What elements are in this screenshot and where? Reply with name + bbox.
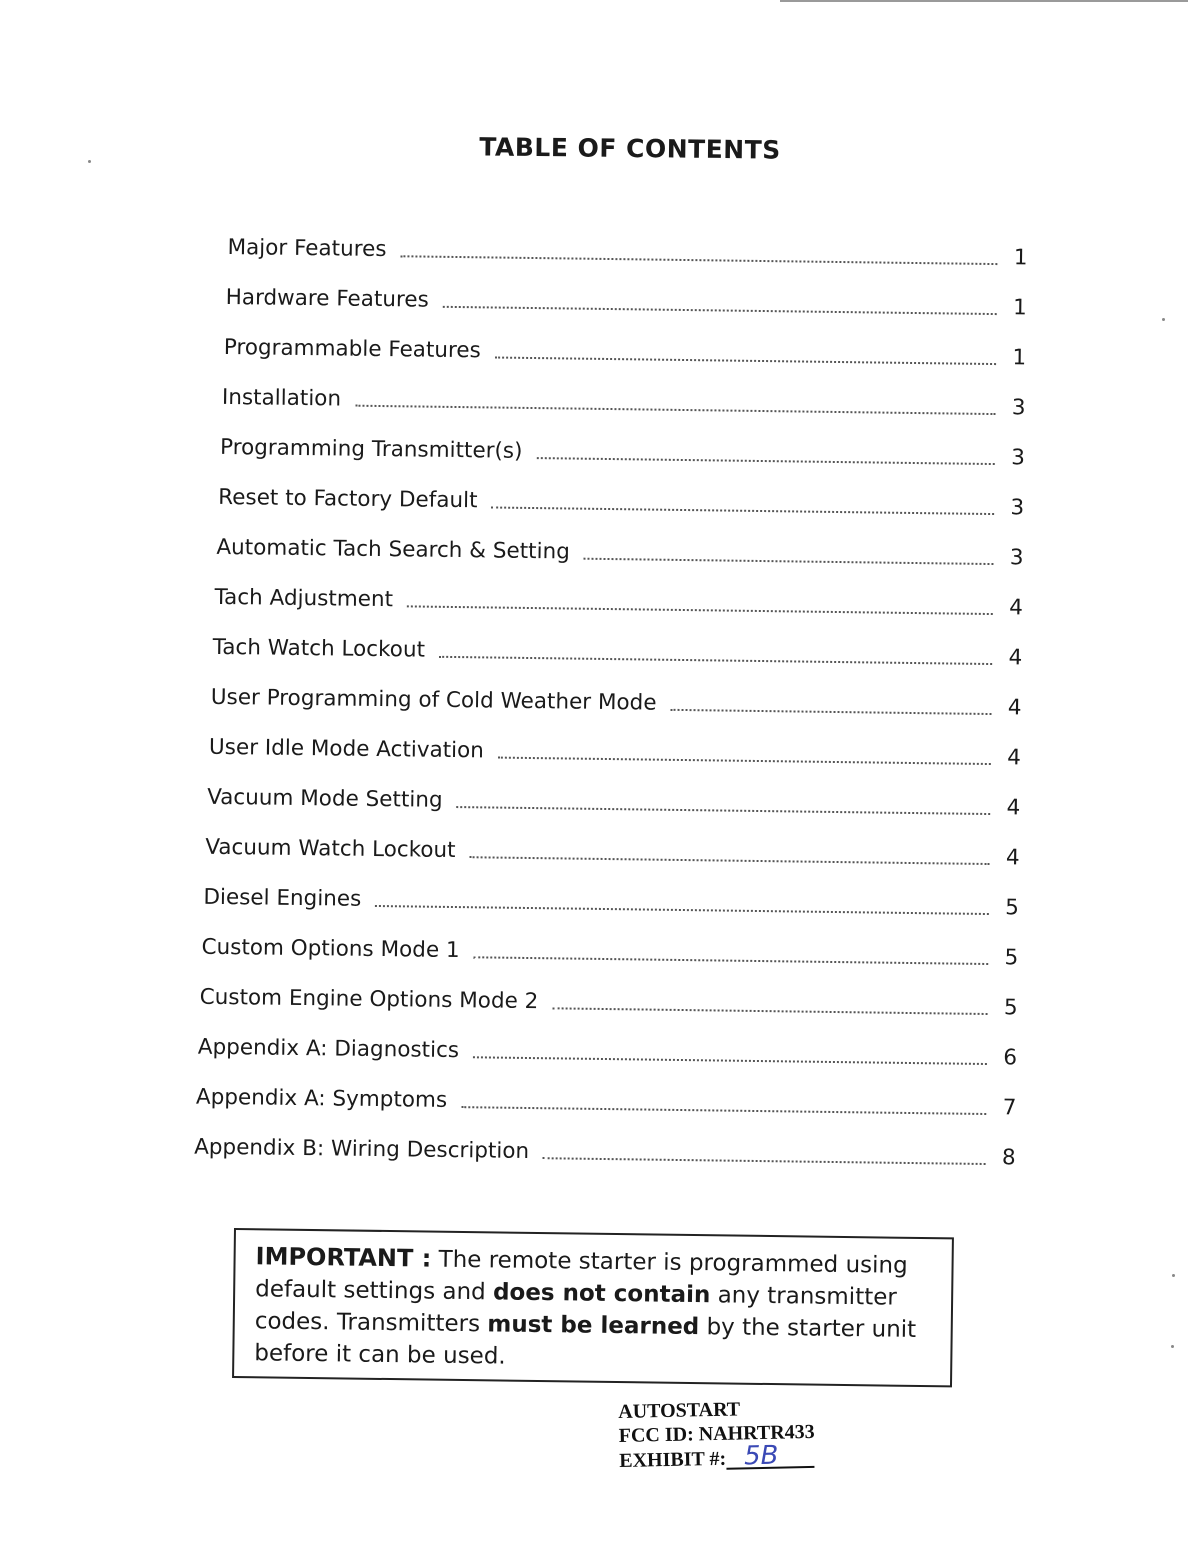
scan-speck (1172, 1274, 1175, 1277)
stamp-fcc-id: FCC ID: NAHRTR433 (618, 1420, 815, 1447)
toc-dot-leader (469, 856, 989, 865)
toc-entry-label: Appendix A: Diagnostics (197, 1034, 460, 1064)
toc-entry-page: 4 (1007, 745, 1022, 771)
toc-dot-leader (400, 255, 997, 265)
toc-entry-label: Vacuum Mode Setting (206, 784, 443, 813)
toc-entry-page: 4 (1007, 695, 1022, 721)
toc-entry-label: Appendix B: Wiring Description (193, 1134, 530, 1165)
toc-entry (214, 562, 1023, 623)
stamp-exhibit-label: EXHIBIT #: (619, 1447, 727, 1472)
toc-entry-page: 3 (1009, 545, 1024, 571)
toc-entry (207, 762, 1021, 823)
toc-dot-leader (584, 558, 994, 565)
toc-entry-page: 1 (1013, 245, 1028, 271)
notice-text: by the starter unit before it can be used. (254, 1314, 917, 1370)
stamp-exhibit-value: 5B (726, 1444, 814, 1470)
toc-entry (200, 962, 1019, 1023)
page-title: TABLE OF CONTENTS (479, 132, 781, 165)
toc-entry-label: Hardware Features (225, 284, 429, 313)
toc-dot-leader (375, 905, 989, 915)
toc-dot-leader (552, 1007, 987, 1015)
toc-entry (209, 712, 1022, 773)
toc-dot-leader (498, 757, 991, 765)
toc-dot-leader (443, 306, 997, 315)
toc-dot-leader (407, 605, 993, 615)
toc-entry-page: 5 (1005, 895, 1020, 921)
toc-dot-leader (543, 1157, 986, 1165)
toc-entry-page: 3 (1010, 495, 1025, 521)
toc-dot-leader (461, 1106, 986, 1115)
toc-entry-label: Programmable Features (223, 334, 481, 364)
notice-emphasis: does not contain (492, 1279, 711, 1309)
notice-lead: IMPORTANT : (255, 1242, 432, 1273)
toc-entry-page: 3 (1011, 395, 1026, 421)
toc-entry-label: Diesel Engines (203, 884, 362, 912)
stamp-exhibit (619, 1440, 815, 1473)
toc-entry-label: Major Features (227, 234, 387, 263)
toc-entry-label: Tach Watch Lockout (212, 634, 426, 663)
toc-entry-label: Programming Transmitter(s) (219, 434, 523, 464)
toc-entry-page: 8 (1001, 1145, 1016, 1171)
toc-entry-page: 4 (1005, 845, 1020, 871)
toc-dot-leader (473, 1056, 987, 1065)
toc-entry-page: 6 (1003, 1045, 1018, 1071)
important-notice (232, 1228, 954, 1387)
toc-entry-label: Appendix A: Symptoms (195, 1084, 448, 1113)
toc-entry (205, 812, 1020, 873)
toc-entry-page: 5 (1003, 995, 1018, 1021)
toc-entry-label: Tach Adjustment (214, 584, 394, 613)
toc-dot-leader (456, 806, 990, 815)
toc-dot-leader (495, 357, 996, 366)
toc-entry (211, 662, 1022, 723)
toc-entry-label: User Idle Mode Activation (208, 734, 485, 764)
stamp-company: AUTOSTART (618, 1398, 741, 1423)
toc-entry (203, 862, 1019, 923)
scan-edge-line (780, 0, 1188, 2)
toc-dot-leader (355, 405, 995, 415)
toc-entry-page: 5 (1004, 945, 1019, 971)
notice-text: any transmitter codes. Transmitters (254, 1282, 897, 1338)
toc-entry (224, 312, 1027, 372)
toc-entry (198, 1012, 1018, 1073)
toc-entry (220, 412, 1025, 473)
fcc-exhibit-stamp (618, 1396, 815, 1473)
toc-entry-label: Custom Engine Options Mode 2 (199, 984, 539, 1015)
toc-entry (227, 212, 1028, 272)
toc-entry-page: 1 (1012, 295, 1027, 321)
toc-entry-page: 4 (1006, 795, 1021, 821)
toc-entry-label: Custom Options Mode 1 (201, 934, 460, 964)
toc-entry-label: User Programming of Cold Weather Mode (210, 684, 657, 716)
notice-emphasis: must be learned (487, 1311, 700, 1341)
toc-entry (213, 612, 1023, 673)
toc-entry (222, 362, 1026, 423)
toc-dot-leader (670, 709, 991, 715)
toc-entry-page: 7 (1002, 1095, 1017, 1121)
toc-dot-leader (491, 506, 994, 515)
toc-entry (218, 462, 1025, 523)
toc-entry-label: Vacuum Watch Lockout (205, 834, 456, 864)
toc-entry-label: Installation (221, 384, 342, 412)
toc-dot-leader (439, 656, 992, 665)
table-of-contents (193, 212, 1028, 1172)
toc-entry-page: 4 (1008, 645, 1023, 671)
scan-speck (88, 160, 91, 163)
scan-speck (1162, 318, 1165, 321)
toc-entry (201, 912, 1018, 973)
toc-entry-label: Automatic Tach Search & Setting (216, 534, 570, 565)
toc-entry-label: Reset to Factory Default (218, 484, 478, 514)
toc-entry (194, 1112, 1016, 1173)
toc-entry (226, 262, 1028, 322)
toc-entry-page: 1 (1012, 345, 1027, 371)
toc-entry-page: 3 (1010, 445, 1026, 471)
toc-dot-leader (536, 457, 994, 465)
scan-speck (1171, 1345, 1174, 1348)
toc-entry (216, 512, 1024, 573)
notice-text: The remote starter is programmed using default settings and (255, 1246, 908, 1306)
toc-dot-leader (474, 956, 989, 965)
toc-entry-page: 4 (1009, 595, 1024, 621)
